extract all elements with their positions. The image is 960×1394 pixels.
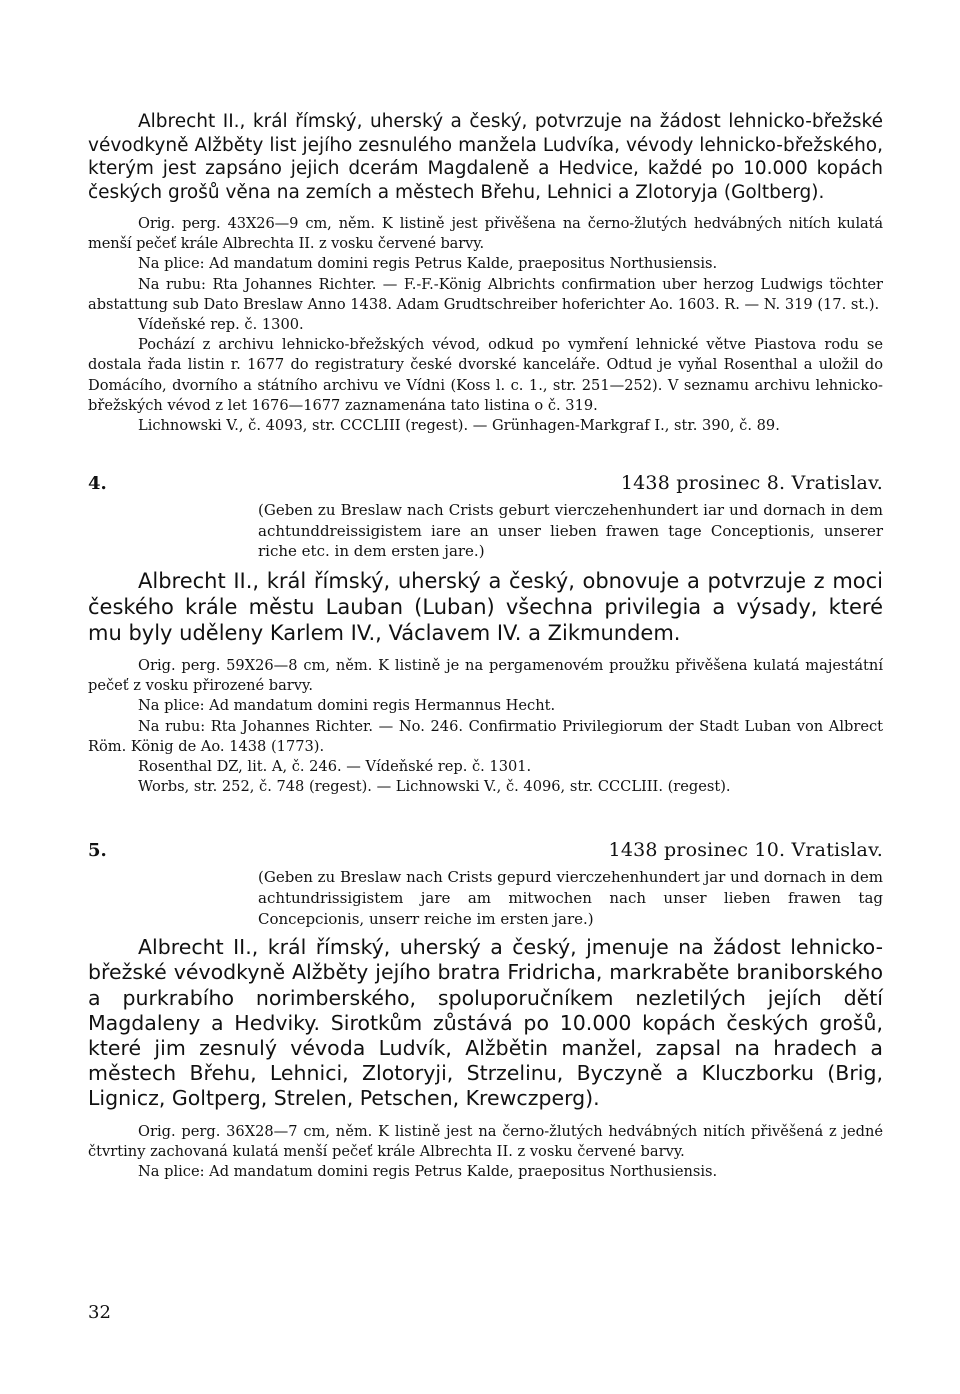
entry-summary: Albrecht II., král římský, uherský a český, obnovuje a potvrzuje z moci českého krále městu Lauban (Luban) všechna privilegia a výsady, které mu byly uděleny Karlem IV., Václavem IV. a Zikmundem. [88, 569, 883, 646]
entry-quote: (Geben zu Breslaw nach Crists gepurd vierczehenhundert jar und dornach in dem achtundrissigistem jare am mitwochen nach unser lieben frawen tag Concepcionis, unserr reiche im ersten jare.) [258, 868, 883, 928]
entry-4 [88, 472, 883, 797]
note-paragraph: Na plice: Ad mandatum domini regis Petrus Kalde, praepositus Northusiensis. [138, 255, 718, 273]
entry-notes [88, 656, 883, 797]
entry-notes [88, 214, 883, 436]
entry-heading [88, 472, 883, 494]
page-number: 32 [88, 1302, 111, 1323]
note-paragraph: Na plice: Ad mandatum domini regis Hermannus Hecht. [138, 697, 556, 715]
page-body [88, 110, 883, 1182]
note-paragraph: Worbs, str. 252, č. 748 (regest). — Lichnowski V., č. 4096, str. CCCLIII. (regest). [138, 778, 731, 796]
note-paragraph: Pochází z archivu lehnicko-břežských vévod, odkud po vymření lehnické větve Piastova rodu se dostala řada listin r. 1677 do registratury české dvorské kanceláře. Odtud je vyňal Rosenthal a uložil do Domácího, dvorního a státního archivu ve Vídni (Koss l. c. 1., str. 251—252). V seznamu archivu lehnicko-břežských vévod z let 1676—1677 zaznamenána tato listina o č. 319. [88, 336, 883, 414]
note-paragraph: Lichnowski V., č. 4093, str. CCCLIII (regest). — Grünhagen-Markgraf I., str. 390, č. 89. [138, 417, 780, 435]
note-paragraph: Orig. perg. 43X26—9 cm, něm. K listině jest přivěšena na černo-žlutých hedvábných nitích kulatá menší pečeť krále Albrechta II. z vosku červené barvy. [88, 215, 883, 253]
note-paragraph: Vídeňské rep. č. 1300. [138, 316, 304, 334]
note-paragraph: Na rubu: Rta Johannes Richter. — F.-F.-König Albrichts confirmation uber herzog Ludwigs töchter abstattung sub Dato Breslaw Anno 1438. Adam Grudtschreiber hoferichter Ao. 1603. R. — N. 319 (17. st.). [88, 275, 883, 313]
entry-number: 5. [88, 840, 107, 862]
entry-notes [88, 1122, 883, 1183]
note-paragraph: Rosenthal DZ, lit. A, č. 246. — Vídeňské rep. č. 1301. [138, 758, 532, 776]
entry-date: 1438 prosinec 10. Vratislav. [608, 839, 883, 862]
entry-5 [88, 839, 883, 1182]
entry-number: 4. [88, 473, 107, 495]
note-paragraph: Na rubu: Rta Johannes Richter. — No. 246. Confirmatio Privilegiorum der Stadt Luban von Albrect Röm. König de Ao. 1438 (1773). [88, 717, 883, 755]
entry-summary: Albrecht II., král římský, uherský a český, potvrzuje na žádost lehnicko-břežské vévodkyně Alžběty list jejího zesnulého manžela Ludvíka, vévody lehnicko-břežského, kterým jest zapsáno jejich dcerám Magdaleně a Hedvice, každé po 10.000 kopách českých grošů věna na zemích a městech Břehu, Lehnici a Zlotoryja (Goltberg). [88, 111, 883, 203]
note-paragraph: Na plice: Ad mandatum domini regis Petrus Kalde, praepositus Northusiensis. [138, 1163, 718, 1181]
entry-quote: (Geben zu Breslaw nach Crists geburt vierczehenhundert iar und dornach in dem achtunddreissigistem iare an unser lieben frawen tage Conceptionis, unserer riche etc. in dem ersten jare.) [258, 501, 883, 561]
entry-date: 1438 prosinec 8. Vratislav. [620, 472, 883, 495]
entry-heading [88, 839, 883, 861]
note-paragraph: Orig. perg. 36X28—7 cm, něm. K listině jest na černo-žlutých hedvábných nitích přivěšená z jedné čtvrtiny zachovaná kulatá menší pečeť krále Albrechta II. z vosku červené barvy. [88, 1122, 883, 1160]
note-paragraph: Orig. perg. 59X26—8 cm, něm. K listině je na pergamenovém proužku přivěšena kulatá majestátní pečeť z vosku přirozené barvy. [88, 657, 883, 695]
entry-summary: Albrecht II., král římský, uherský a český, jmenuje na žádost lehnicko-břežské vévodkyně Alžběty jejího bratra Fridricha, markraběte braniborského a purkrabího norimberského, spoluporučníkem nezletilých jejích dětí Magdaleny a Hedviky. Sirotkům zůstává po 10.000 kopách českých grošů, které jim zesnulý vévoda Ludvík, Alžbětin manžel, zapsal na hradech a městech Břehu, Lehnici, Zlotoryji, Strzelinu, Byczyně a Kluczborku (Brig, Lignicz, Goltperg, Strelen, Petschen, Krewczperg). [88, 935, 883, 1111]
